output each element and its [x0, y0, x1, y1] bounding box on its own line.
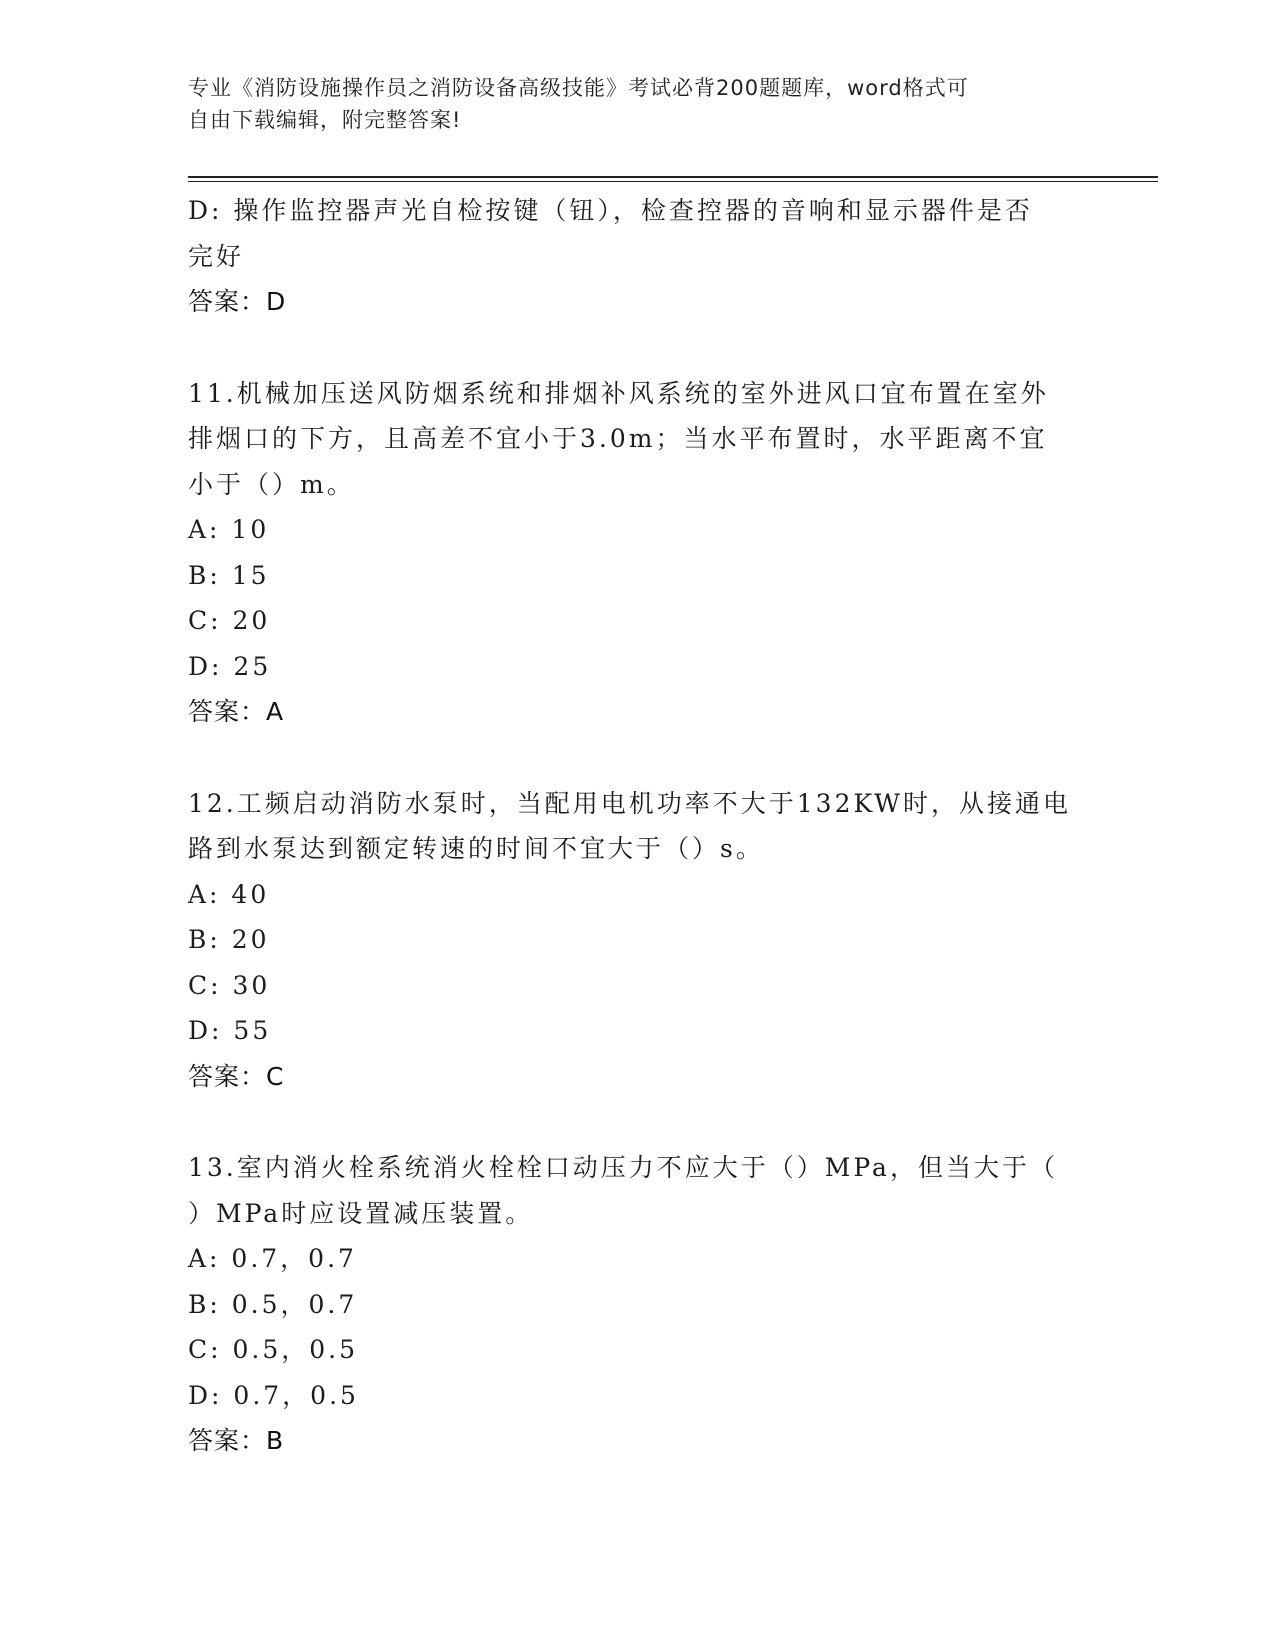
question-text: 12.工频启动消防水泵时，当配用电机功率不大于132KW时，从接通电: [188, 788, 1071, 818]
answer-line: 答案：D: [188, 287, 287, 316]
option-a: A: 10: [188, 515, 270, 544]
option-a: A: 40: [188, 879, 270, 909]
page-header: [188, 72, 1088, 136]
header-line-1: 专业《消防设施操作员之消防设备高级技能》考试必背200题题库，word格式可: [188, 76, 969, 100]
option-b: B: 15: [188, 560, 270, 590]
spacer: [188, 1099, 1088, 1145]
question-block-13: [188, 1145, 1088, 1464]
question-text: 路到水泵达到额定转速的时间不宜大于（）s。: [188, 834, 764, 863]
option-b: B: 0.5，0.7: [188, 1289, 358, 1319]
option-d: D: 55: [188, 1016, 272, 1045]
question-text: 小于（）m。: [188, 469, 355, 499]
option-d-continued: 完好: [188, 241, 245, 271]
option-d: D: 操作监控器声光自检按键（钮），检查控器的音响和显示器件是否: [188, 196, 1033, 225]
question-text: ）MPa时应设置减压装置。: [188, 1198, 534, 1228]
question-block-12: [188, 781, 1088, 1100]
question-block-11: [188, 371, 1088, 735]
option-d: D: 25: [188, 651, 272, 681]
header-line-2: 自由下载编辑，附完整答案!: [188, 108, 462, 132]
option-d: D: 0.7，0.5: [188, 1380, 359, 1410]
option-a: A: 0.7，0.7: [188, 1244, 357, 1273]
question-text: 13.室内消火栓系统消火栓栓口动压力不应大于（）MPa，但当大于（: [188, 1153, 1058, 1182]
option-c: C: 0.5，0.5: [188, 1335, 359, 1364]
header-rule-thin: [188, 181, 1158, 182]
answer-line: 答案：A: [188, 697, 285, 726]
option-c: C: 20: [188, 606, 271, 635]
answer-line: 答案：C: [188, 1061, 285, 1091]
question-block-10: [188, 188, 1088, 325]
header-rule-thick: [188, 176, 1158, 178]
question-text: 排烟口的下方，且高差不宜小于3.0m；当水平布置时，水平距离不宜: [188, 424, 1048, 453]
option-c: C: 30: [188, 970, 271, 1000]
spacer: [188, 325, 1088, 371]
question-text: 11.机械加压送风防烟系统和排烟补风系统的室外进风口宜布置在室外: [188, 378, 1049, 408]
question-list: [188, 188, 1088, 1464]
answer-line: 答案：B: [188, 1426, 285, 1455]
spacer: [188, 735, 1088, 781]
option-b: B: 20: [188, 925, 270, 954]
